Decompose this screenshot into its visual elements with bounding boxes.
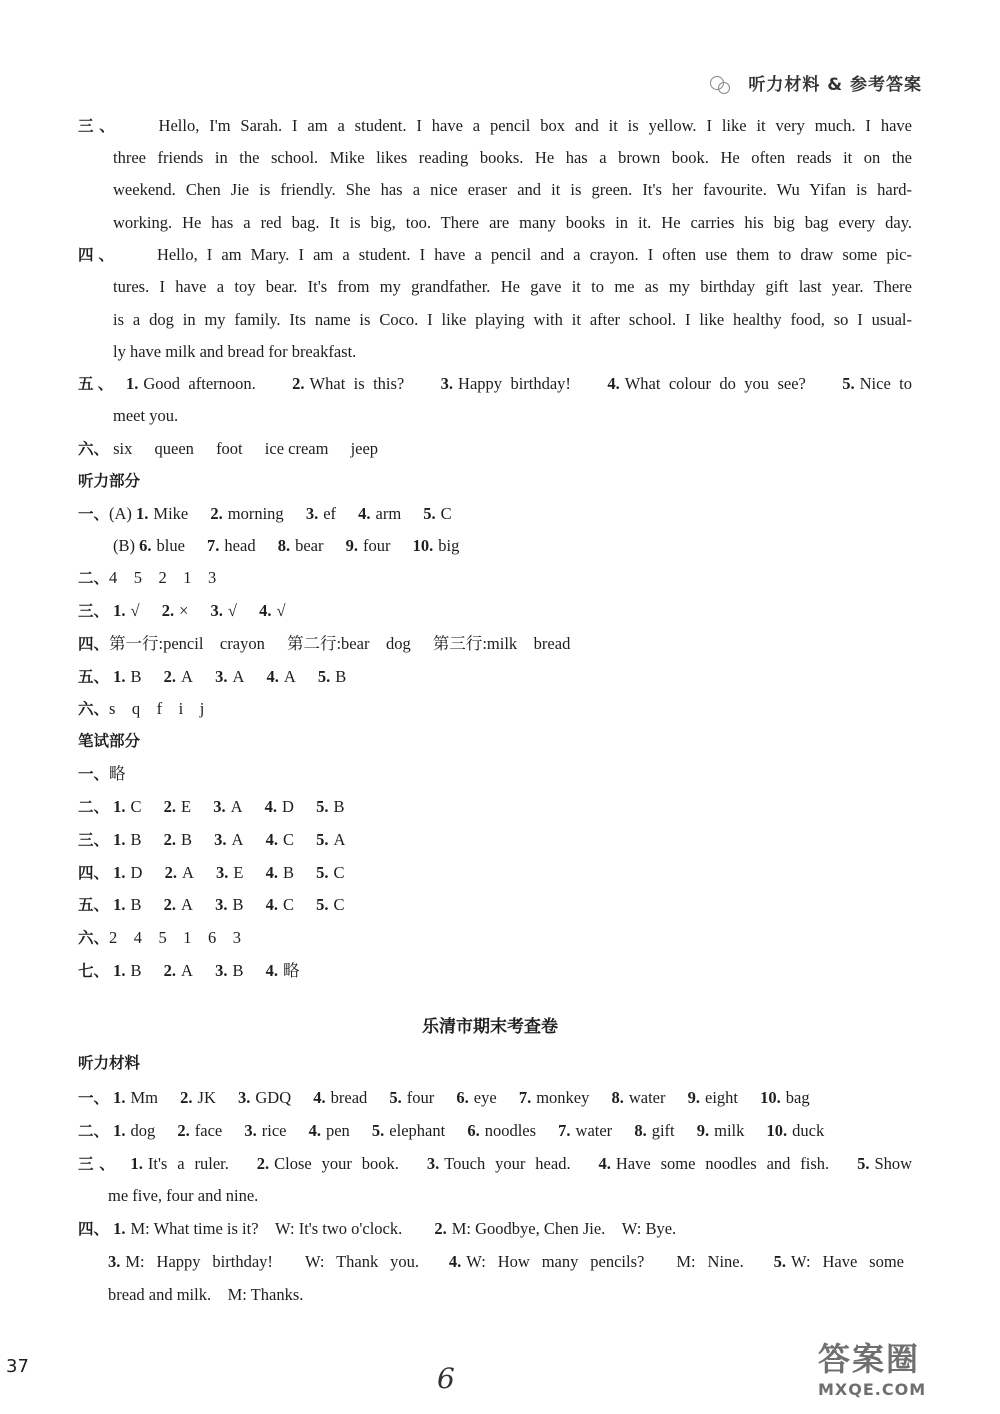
item-number: 4.	[598, 1154, 611, 1173]
item-number: 4.	[264, 797, 278, 816]
exam-q2	[78, 1121, 824, 1141]
item-text: Nice to	[859, 374, 913, 393]
item-number: 1.	[130, 1154, 143, 1173]
item-number: 3.	[215, 895, 228, 914]
passage-text: Hello, I am Mary. I am a student. I have a pencil and a crayon. I often use them to draw some pic-	[156, 245, 912, 264]
written-q4	[78, 863, 344, 883]
answer-text: 略	[109, 764, 126, 783]
item-text: JK	[197, 1088, 216, 1107]
section-label: 四、	[78, 864, 110, 882]
item-number: 1.	[136, 504, 149, 523]
item-text: A	[181, 863, 194, 882]
item-number: 1.	[113, 830, 126, 849]
item-number: 4.	[358, 504, 371, 523]
row-answer: bear dog	[341, 634, 411, 653]
sec3-line-4: working. He has a red bag. It is big, too. There are many books in it. He carries his big bag every day.	[113, 213, 912, 232]
item-text: bread	[330, 1088, 368, 1107]
item-number: 4.	[265, 863, 278, 882]
item-text: pen	[325, 1121, 350, 1140]
sec3-line-1	[78, 116, 912, 136]
item-text: C	[333, 863, 345, 882]
item-text: B	[232, 895, 244, 914]
item-text: eye	[473, 1088, 497, 1107]
item-number: 5.	[316, 830, 329, 849]
item-number: 5.	[316, 797, 329, 816]
word: queen	[154, 439, 194, 458]
listening-heading: 听力部分	[78, 472, 141, 490]
item-number: 4.	[265, 830, 278, 849]
item-number: 2.	[164, 863, 177, 882]
item-text: Mike	[153, 504, 189, 523]
dialogue-text: M: Goodbye, Chen Jie. W: Bye.	[451, 1219, 677, 1238]
item-number: 3.	[108, 1252, 121, 1271]
passage-text: Hello, I'm Sarah. I am a student. I have a pencil box and it is yellow. I like it very much. I have	[158, 116, 912, 135]
check-mark: √	[227, 601, 237, 620]
item-number: 4.	[265, 961, 278, 980]
item-number: 1.	[113, 895, 126, 914]
section-label: 三、	[78, 831, 110, 849]
section-label: 三、	[78, 117, 121, 135]
section-label: 三、	[78, 1155, 121, 1173]
item-number: 6.	[456, 1088, 469, 1107]
item-number: 9.	[687, 1088, 701, 1107]
listening-q5	[78, 667, 346, 687]
item-text: arm	[375, 504, 402, 523]
row-label: 第一行:	[109, 634, 164, 653]
item-text: A	[231, 830, 244, 849]
item-number: 10.	[412, 536, 434, 555]
item-number: 2.	[256, 1154, 270, 1173]
listening-q1-a	[78, 504, 452, 524]
item-text: Mm	[130, 1088, 159, 1107]
answer-text: s q f i j	[109, 699, 205, 718]
item-text: E	[233, 863, 244, 882]
exam-q4-cont: bread and milk. M: Thanks.	[108, 1285, 304, 1304]
item-text: B	[130, 895, 142, 914]
item-text: dog	[130, 1121, 156, 1140]
written-heading: 笔试部分	[78, 732, 141, 750]
item-number: 4.	[266, 667, 279, 686]
item-text: A	[181, 895, 193, 914]
exam-q3	[78, 1154, 912, 1174]
exam-q4-row1	[78, 1219, 676, 1239]
item-number: 1.	[113, 1219, 126, 1238]
item-number: 4.	[607, 374, 620, 393]
item-number: 3.	[305, 504, 319, 523]
section-label: 四、	[78, 246, 119, 264]
sec3-line-2: three friends in the school. Mike likes reading books. He has a brown book. He often reads it on the	[113, 148, 912, 167]
sec3-line-3: weekend. Chen Jie is friendly. She has a nice eraser and it is green. It's her favourite. Wu Yifan is hard-	[113, 180, 912, 199]
written-q2	[78, 797, 344, 817]
listening-q6	[78, 699, 204, 719]
item-text: B	[335, 667, 347, 686]
listening-q3	[78, 601, 286, 621]
item-number: 2.	[180, 1088, 193, 1107]
item-text: A	[232, 667, 245, 686]
item-number: 4.	[448, 1252, 462, 1271]
item-number: 1.	[113, 601, 126, 620]
item-text: Have some noodles and fish.	[615, 1154, 830, 1173]
exam-q4-row2	[108, 1252, 904, 1272]
circles-icon	[710, 72, 742, 94]
item-text: B	[130, 961, 142, 980]
word: six	[113, 439, 133, 458]
written-q7	[78, 961, 299, 981]
row-answer: pencil crayon	[163, 634, 265, 653]
item-text: C	[282, 895, 294, 914]
item-number: 5.	[389, 1088, 402, 1107]
item-text: morning	[227, 504, 284, 523]
item-text: A	[230, 797, 243, 816]
sec4-line-4: ly have milk and bread for breakfast.	[113, 342, 357, 361]
section-label: 三、	[78, 602, 110, 620]
item-number: 8.	[611, 1088, 624, 1107]
dialogue-text: M: Happy birthday! W: Thank you.	[125, 1252, 420, 1271]
item-text: A	[181, 961, 193, 980]
item-number: 3.	[215, 863, 229, 882]
item-text: C	[130, 797, 142, 816]
item-text: four	[362, 536, 391, 555]
item-number: 5.	[842, 374, 855, 393]
item-number: 1.	[113, 1088, 126, 1107]
dialogue-text: W: Have some	[791, 1252, 904, 1271]
written-q1	[78, 764, 126, 784]
item-text: eight	[705, 1088, 739, 1107]
check-mark: √	[130, 601, 140, 620]
item-text: Show	[874, 1154, 913, 1173]
item-number: 2.	[210, 504, 223, 523]
item-text: Close your book.	[274, 1154, 399, 1173]
exam-title: 乐清市期末考查卷	[422, 1017, 558, 1037]
item-text: B	[333, 797, 345, 816]
item-number: 5.	[316, 895, 329, 914]
part-tag: (A)	[109, 504, 132, 523]
item-text: noodles	[484, 1121, 537, 1140]
written-q3	[78, 830, 345, 850]
item-number: 3.	[215, 667, 228, 686]
sec4-line-1	[78, 245, 912, 265]
item-text: bear	[295, 536, 324, 555]
item-text: blue	[156, 536, 185, 555]
sec4-line-3: is a dog in my family. Its name is Coco. I like playing with it after school. I like healthy food, so I usual-	[113, 310, 912, 329]
item-number: 1.	[113, 961, 126, 980]
item-text: C	[333, 895, 345, 914]
item-text: A	[283, 667, 296, 686]
section-label: 四、	[78, 635, 110, 653]
item-number: 5.	[317, 667, 331, 686]
item-text: GDQ	[255, 1088, 292, 1107]
section-label: 五、	[78, 375, 118, 393]
item-text: D	[282, 797, 294, 816]
watermark-text: 答案圈	[818, 1340, 921, 1378]
section-label: 四、	[78, 1220, 110, 1238]
header-title: 听力材料 & 参考答案	[748, 75, 922, 95]
written-q6	[78, 928, 241, 948]
item-number: 7.	[558, 1121, 571, 1140]
item-number: 2.	[434, 1219, 447, 1238]
exam-q1	[78, 1088, 810, 1108]
item-text: big	[438, 536, 460, 555]
materials-heading: 听力材料	[78, 1054, 141, 1072]
item-number: 9.	[696, 1121, 710, 1140]
item-text: B	[181, 830, 193, 849]
section-label: 一、	[78, 1089, 110, 1107]
item-text: Happy birthday!	[458, 374, 571, 393]
item-text: rice	[261, 1121, 287, 1140]
item-number: 5.	[773, 1252, 787, 1271]
item-number: 4.	[308, 1121, 321, 1140]
item-number: 2.	[163, 830, 177, 849]
item-number: 3.	[426, 1154, 440, 1173]
item-text: bag	[785, 1088, 810, 1107]
item-number: 5.	[371, 1121, 385, 1140]
answer-text: 4 5 2 1 3	[109, 568, 217, 587]
item-number: 3.	[238, 1088, 251, 1107]
section-label: 一、	[78, 765, 110, 783]
item-text: water	[575, 1121, 613, 1140]
item-text: Good afternoon.	[143, 374, 256, 393]
item-number: 2.	[177, 1121, 190, 1140]
row-label: 第三行:	[432, 634, 487, 653]
item-number: 3.	[210, 601, 223, 620]
item-number: 5.	[857, 1154, 870, 1173]
section-label: 二、	[78, 569, 110, 587]
item-text: 略	[282, 961, 300, 980]
item-text: B	[232, 961, 244, 980]
item-text: A	[181, 667, 193, 686]
item-text: elephant	[389, 1121, 446, 1140]
item-number: 6.	[467, 1121, 480, 1140]
item-text: A	[333, 830, 346, 849]
item-number: 5.	[316, 863, 329, 882]
item-number: 3.	[244, 1121, 257, 1140]
item-text: D	[130, 863, 143, 882]
item-number: 3.	[440, 374, 454, 393]
item-number: 5.	[423, 504, 436, 523]
item-number: 4.	[259, 601, 272, 620]
item-text: E	[181, 797, 192, 816]
written-q5	[78, 895, 345, 915]
item-text: four	[406, 1088, 435, 1107]
item-number: 2.	[163, 797, 177, 816]
item-text: head	[224, 536, 256, 555]
item-number: 8.	[634, 1121, 647, 1140]
watermark-logo	[818, 1334, 988, 1402]
item-number: 2.	[163, 961, 177, 980]
item-number: 2.	[163, 667, 177, 686]
item-number: 7.	[207, 536, 220, 555]
section-label: 六、	[78, 700, 110, 718]
item-number: 3.	[214, 830, 227, 849]
section-label: 五、	[78, 896, 110, 914]
item-number: 7.	[518, 1088, 532, 1107]
item-number: 2.	[163, 895, 177, 914]
item-text: monkey	[536, 1088, 590, 1107]
sec4-line-2: tures. I have a toy bear. It's from my grandfather. He gave it to me as my birthday gift last year. There	[113, 277, 912, 296]
item-number: 1.	[113, 863, 126, 882]
cross-mark: ×	[179, 601, 189, 620]
item-number: 6.	[139, 536, 152, 555]
item-number: 10.	[760, 1088, 781, 1107]
sec5-line-1	[78, 374, 912, 394]
row-label: 第二行:	[286, 634, 342, 653]
listening-q1-b	[113, 536, 459, 556]
item-number: 2.	[292, 374, 305, 393]
section-label: 一、	[78, 505, 110, 523]
listening-q4	[78, 634, 570, 654]
section-label: 六、	[78, 929, 110, 947]
item-number: 1.	[113, 1121, 126, 1140]
item-number: 10.	[766, 1121, 788, 1140]
sec5-cont: meet you.	[113, 406, 179, 425]
item-text: C	[282, 830, 294, 849]
section-label: 七、	[78, 962, 110, 980]
item-text: gift	[651, 1121, 675, 1140]
item-number: 4.	[313, 1088, 326, 1107]
item-text: B	[130, 667, 142, 686]
item-text: What is this?	[309, 374, 405, 393]
item-text: B	[282, 863, 294, 882]
item-text: water	[628, 1088, 666, 1107]
handwritten-number: 6	[437, 1362, 455, 1395]
exam-q3-cont: me five, four and nine.	[108, 1186, 259, 1205]
item-text: ef	[323, 504, 337, 523]
dialogue-text: M: What time is it? W: It's two o'clock.	[130, 1219, 403, 1238]
check-mark: √	[276, 601, 286, 620]
word: foot	[216, 439, 243, 458]
item-number: 2.	[161, 601, 175, 620]
answer-text: 2 4 5 1 6 3	[109, 928, 242, 947]
word: jeep	[350, 439, 379, 458]
item-number: 3.	[213, 797, 226, 816]
section-label: 二、	[78, 798, 110, 816]
section-label: 五、	[78, 668, 110, 686]
item-number: 8.	[277, 536, 291, 555]
item-number: 1.	[113, 667, 126, 686]
item-text: B	[130, 830, 142, 849]
item-text: What colour do you see?	[624, 374, 806, 393]
item-text: face	[194, 1121, 223, 1140]
section-label: 六、	[78, 440, 110, 458]
item-text: It's a ruler.	[147, 1154, 229, 1173]
item-text: duck	[792, 1121, 825, 1140]
dialogue-text: W: How many pencils? M: Nine.	[466, 1252, 744, 1271]
page-header	[710, 70, 922, 95]
listening-q2	[78, 568, 216, 588]
row-answer: milk bread	[486, 634, 571, 653]
item-number: 1.	[125, 374, 139, 393]
item-text: C	[440, 504, 452, 523]
section-label: 二、	[78, 1122, 110, 1140]
item-number: 4.	[265, 895, 278, 914]
item-text: milk	[714, 1121, 745, 1140]
part-tag: (B)	[113, 536, 135, 555]
item-number: 1.	[113, 797, 126, 816]
watermark-url: MXQE.COM	[818, 1380, 927, 1399]
sec6-line	[78, 439, 378, 459]
item-number: 3.	[215, 961, 228, 980]
word: ice cream	[264, 439, 329, 458]
page-number: 37	[6, 1356, 29, 1377]
item-number: 9.	[345, 536, 358, 555]
item-text: Touch your head.	[444, 1154, 571, 1173]
